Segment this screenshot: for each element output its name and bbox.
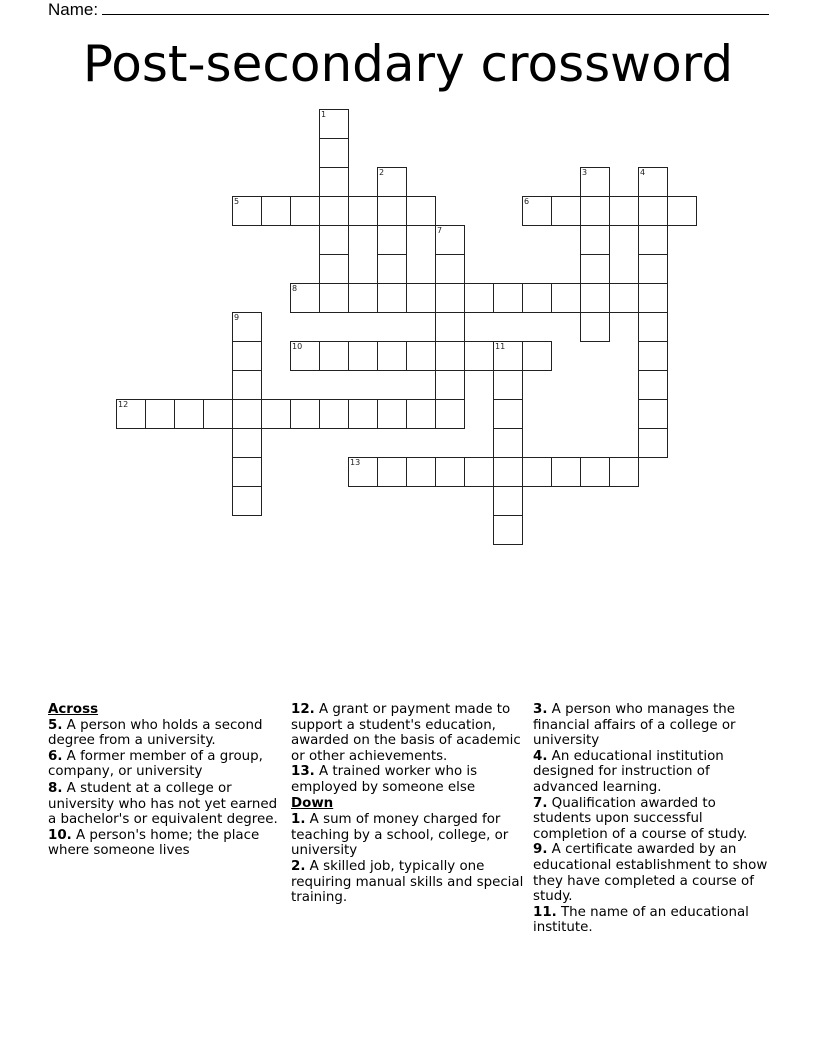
grid-cell[interactable]: [377, 341, 407, 371]
clue-down-9: 9. A certificate awarded by an educational establishment to show they have completed a course of study.: [533, 842, 768, 905]
grid-cell[interactable]: [377, 399, 407, 429]
grid-cell[interactable]: [377, 196, 407, 226]
clue-across-12: 12. A grant or payment made to support a student's education, awarded on the basis of academic or other achievements.: [291, 702, 521, 764]
grid-cell[interactable]: [638, 283, 668, 313]
grid-cell[interactable]: [232, 428, 262, 458]
grid-cell[interactable]: [638, 312, 668, 342]
grid-cell[interactable]: [232, 312, 262, 342]
grid-cell[interactable]: [319, 196, 349, 226]
grid-cell[interactable]: [638, 399, 668, 429]
grid-cell[interactable]: [609, 196, 639, 226]
grid-cell[interactable]: [638, 167, 668, 197]
grid-cell[interactable]: [406, 341, 436, 371]
grid-cell[interactable]: [319, 399, 349, 429]
grid-cell[interactable]: [232, 196, 262, 226]
grid-cell[interactable]: [348, 283, 378, 313]
clue-number: 7: [437, 226, 443, 235]
grid-cell[interactable]: [116, 399, 146, 429]
clue-across-10: 10. A person's home; the place where someone lives: [48, 827, 260, 859]
grid-cell[interactable]: [319, 341, 349, 371]
clue-across-5: 5. A person who holds a second degree from a university.: [48, 717, 263, 749]
grid-cell[interactable]: [174, 399, 204, 429]
grid-cell[interactable]: [638, 370, 668, 400]
grid-cell[interactable]: [348, 457, 378, 487]
clue-number: 10: [292, 342, 303, 351]
grid-cell[interactable]: [522, 457, 552, 487]
grid-cell[interactable]: [319, 109, 349, 139]
clue-number: 8: [292, 284, 298, 293]
grid-cell[interactable]: [319, 167, 349, 197]
grid-cell[interactable]: [464, 457, 494, 487]
grid-cell[interactable]: [638, 341, 668, 371]
grid-cell[interactable]: [348, 399, 378, 429]
clue-number: 1: [321, 110, 327, 119]
grid-cell[interactable]: [580, 225, 610, 255]
clue-number: 5: [234, 197, 240, 206]
grid-cell[interactable]: [638, 225, 668, 255]
grid-cell[interactable]: [348, 196, 378, 226]
grid-cell[interactable]: [493, 428, 523, 458]
clue-down-11: 11. The name of an educational institute.: [533, 904, 749, 936]
grid-cell[interactable]: [377, 283, 407, 313]
grid-cell[interactable]: [377, 225, 407, 255]
grid-cell[interactable]: [493, 515, 523, 545]
clue-down-2: 2. A skilled job, typically one requiring manual skills and special training.: [291, 858, 524, 906]
across-heading: Across: [48, 702, 99, 717]
grid-cell[interactable]: [551, 283, 581, 313]
grid-cell[interactable]: [580, 167, 610, 197]
clue-down-4: 4. An educational institution designed for instruction of advanced learning.: [533, 748, 724, 795]
grid-cell[interactable]: [435, 341, 465, 371]
grid-cell[interactable]: [638, 196, 668, 226]
clue-number: 13: [350, 458, 361, 467]
clue-number: 6: [524, 197, 530, 206]
clue-across-13: 13. A trained worker who is employed by someone else: [291, 764, 478, 795]
grid-cell[interactable]: [319, 138, 349, 168]
grid-cell[interactable]: [232, 370, 262, 400]
grid-cell[interactable]: [406, 457, 436, 487]
grid-cell[interactable]: [609, 457, 639, 487]
grid-cell[interactable]: [435, 457, 465, 487]
grid-cell[interactable]: [261, 399, 291, 429]
grid-cell[interactable]: [435, 225, 465, 255]
grid-cell[interactable]: [290, 283, 320, 313]
grid-cell[interactable]: [145, 399, 175, 429]
down-heading: Down: [291, 795, 334, 811]
clue-number: 9: [234, 313, 240, 322]
grid-cell[interactable]: [203, 399, 233, 429]
clue-number: 3: [582, 168, 588, 177]
grid-cell[interactable]: [232, 341, 262, 371]
grid-cell[interactable]: [406, 283, 436, 313]
grid-cell[interactable]: [377, 167, 407, 197]
grid-cell[interactable]: [464, 341, 494, 371]
grid-cell[interactable]: [493, 486, 523, 516]
clue-number: 11: [495, 342, 506, 351]
grid-cell[interactable]: [435, 254, 465, 284]
grid-cell[interactable]: [435, 399, 465, 429]
clue-across-6: 6. A former member of a group, company, or university: [48, 748, 263, 780]
grid-cell[interactable]: [232, 486, 262, 516]
grid-cell[interactable]: [493, 457, 523, 487]
grid-cell[interactable]: [638, 254, 668, 284]
grid-cell[interactable]: [348, 341, 378, 371]
clue-down-3: 3. A person who manages the financial affairs of a college or university: [533, 702, 736, 749]
grid-cell[interactable]: [377, 254, 407, 284]
grid-cell[interactable]: [377, 457, 407, 487]
grid-cell[interactable]: [609, 283, 639, 313]
grid-cell[interactable]: [580, 312, 610, 342]
clues-column-1: [48, 702, 288, 859]
grid-cell[interactable]: [638, 428, 668, 458]
clue-number: 2: [379, 168, 385, 177]
grid-cell[interactable]: [580, 196, 610, 226]
grid-cell[interactable]: [667, 196, 697, 226]
grid-cell[interactable]: [580, 283, 610, 313]
grid-cell[interactable]: [435, 370, 465, 400]
clue-number: 12: [118, 400, 129, 409]
grid-cell[interactable]: [435, 312, 465, 342]
grid-cell[interactable]: [232, 399, 262, 429]
grid-cell[interactable]: [522, 283, 552, 313]
grid-cell[interactable]: [406, 196, 436, 226]
grid-cell[interactable]: [493, 283, 523, 313]
grid-cell[interactable]: [551, 196, 581, 226]
page-title: Post-secondary crossword: [82, 35, 734, 93]
grid-cell[interactable]: [319, 225, 349, 255]
grid-cell[interactable]: [319, 254, 349, 284]
grid-cell[interactable]: [435, 283, 465, 313]
clue-down-7: 7. Qualification awarded to students upon successful completion of a course of study.: [533, 795, 748, 842]
grid-cell[interactable]: [261, 196, 291, 226]
grid-cell[interactable]: [493, 399, 523, 429]
grid-cell[interactable]: [290, 399, 320, 429]
grid-cell[interactable]: [406, 399, 436, 429]
clue-down-1: 1. A sum of money charged for teaching by a school, college, or university: [291, 812, 509, 859]
grid-cell[interactable]: [464, 283, 494, 313]
clue-across-8: 8. A student at a college or university who has not yet earned a bachelor's or equivalent degree.: [48, 780, 278, 828]
grid-cell[interactable]: [551, 457, 581, 487]
grid-cell[interactable]: [522, 196, 552, 226]
grid-cell[interactable]: [493, 370, 523, 400]
clues-column-3: [533, 702, 773, 936]
grid-cell[interactable]: [580, 457, 610, 487]
grid-cell[interactable]: [232, 457, 262, 487]
grid-cell[interactable]: [319, 283, 349, 313]
grid-cell[interactable]: [290, 341, 320, 371]
grid-cell[interactable]: [493, 341, 523, 371]
clues-column-2: [291, 702, 531, 906]
grid-cell[interactable]: [580, 254, 610, 284]
grid-cell[interactable]: [290, 196, 320, 226]
grid-cell[interactable]: [522, 341, 552, 371]
clue-number: 4: [640, 168, 646, 177]
name-label: Name:: [48, 0, 99, 19]
